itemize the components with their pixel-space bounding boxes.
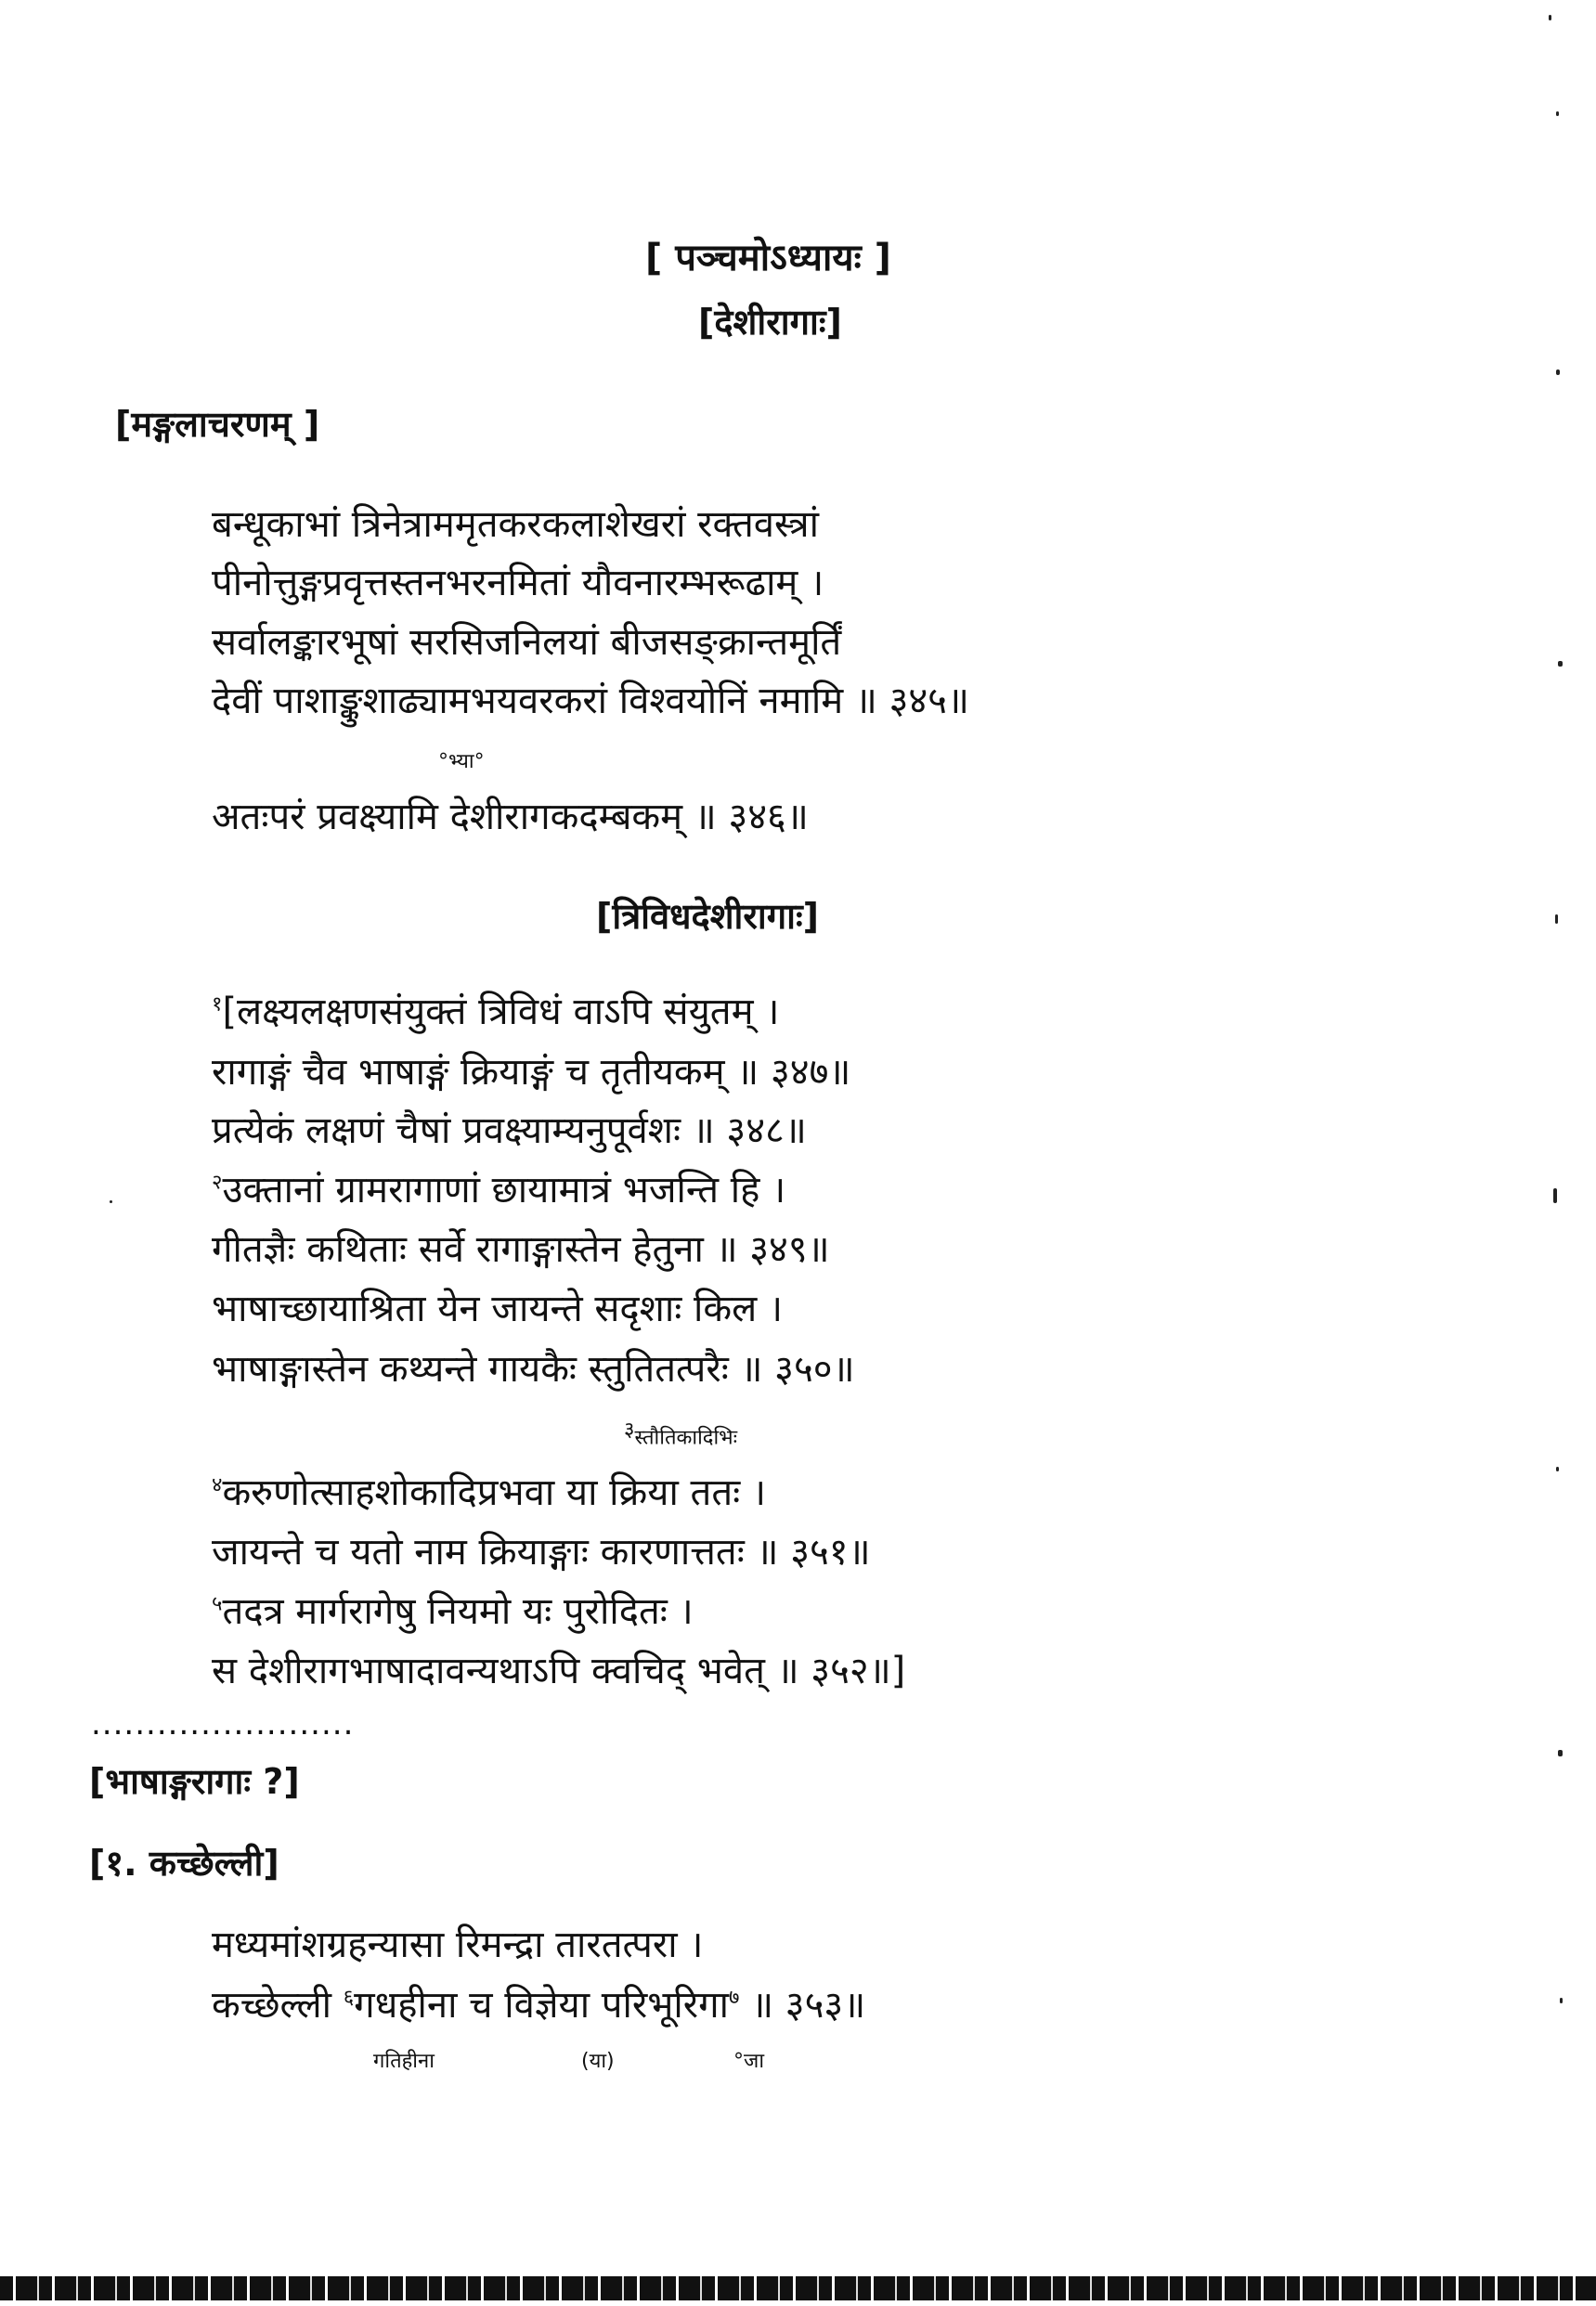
footnote-marker: ५ (212, 1592, 223, 1616)
verse-line (212, 1590, 694, 1633)
variant-note: °जा (733, 2050, 765, 2073)
scan-edge-strip (0, 2276, 1596, 2300)
variant-note: °भ्या° (438, 750, 485, 773)
verse-line: मध्यमांशग्रहन्यासा रिमन्द्रा तारतत्परा । (212, 1924, 704, 1966)
scan-speck (110, 1200, 112, 1203)
verse-line (212, 1984, 866, 2027)
verse-line: भाषाच्छायाश्रिता येन जायन्ते सदृशाः किल । (212, 1288, 784, 1330)
footnote-marker: ३ (624, 1419, 635, 1442)
verse-line: स देशीरागभाषादावन्यथाऽपि क्वचिद् भवेत् ॥ ३५२॥] (212, 1650, 906, 1692)
scan-speck (1560, 1998, 1563, 2003)
verse-text: करुणोत्साहशोकादिप्रभवा या क्रिया ततः । (222, 1471, 767, 1514)
invocation-heading: [मङ्गलाचरणम् ] (115, 404, 320, 445)
ellipsis-divider: ........................ (91, 1705, 355, 1742)
variant-note-text: स्तौतिकादिभिः (634, 1426, 738, 1450)
verse-line (212, 1471, 767, 1514)
scan-speck (1549, 15, 1551, 20)
verse-text: गधहीना च विज्ञेया परिभूरिगा (354, 1984, 729, 2027)
footnote-marker: ६ (343, 1986, 355, 2010)
section-heading: [देशीरागाः] (698, 302, 842, 343)
scan-speck (1553, 1188, 1557, 1203)
variant-note (624, 1420, 737, 1448)
verse-line: अतःपरं प्रवक्ष्यामि देशीरागकदम्बकम् ॥ ३४६॥ (212, 796, 809, 838)
verse-text: [लक्ष्यलक्षणसंयुक्तं त्रिविधं वाऽपि संयुतम् । (222, 991, 780, 1033)
kachchheli-heading: [१. कच्छेल्ली] (89, 1843, 279, 1884)
verse-line: भाषाङ्गास्तेन कथ्यन्ते गायकैः स्तुतितत्परैः ॥ ३५०॥ (212, 1348, 855, 1391)
verse-text: उक्तानां ग्रामरागाणां छायामात्रं भजन्ति हि । (222, 1169, 786, 1211)
verse-text: तदत्र मार्गरागेषु नियमो यः पुरोदितः । (222, 1590, 694, 1633)
scan-speck (1558, 661, 1563, 667)
verse-line: पीनोत्तुङ्गप्रवृत्तस्तनभरनमितां यौवनारम्भरूढाम् । (212, 562, 824, 604)
verse-text: कच्छेल्ली (212, 1984, 344, 2027)
variant-note: (या) (581, 2050, 615, 2073)
scan-speck (1558, 1750, 1563, 1756)
variant-note: गतिहीना (373, 2050, 435, 2073)
verse-line: बन्धूकाभां त्रिनेत्राममृतकरकलाशेखरां रक्तवस्त्रां (212, 503, 819, 546)
verse-line: रागाङ्गं चैव भाषाङ्गं क्रियाङ्गं च तृतीयकम् ॥ ३४७॥ (212, 1051, 851, 1094)
verse-line: सर्वालङ्कारभूषां सरसिजनिलयां बीजसङ्क्रान्तमूर्तिं (212, 621, 842, 664)
footnote-marker: ७ (728, 1986, 740, 2010)
bhashanga-heading: [भाषाङ्गरागाः ?] (89, 1761, 300, 1802)
footnote-marker: ४ (212, 1473, 223, 1497)
verse-line: जायन्ते च यतो नाम क्रियाङ्गाः कारणात्ततः ॥ ३५१॥ (212, 1531, 871, 1574)
verse-line: गीतज्ञैः कथिताः सर्वे रागाङ्गास्तेन हेतुना ॥ ३४९॥ (212, 1228, 830, 1271)
footnote-marker: १ (212, 992, 223, 1017)
scan-speck (1556, 369, 1560, 375)
verse-line: देवीं पाशाङ्कुशाढ्यामभयवरकरां विश्वयोनिं नमामि ॥ ३४५॥ (212, 680, 969, 722)
scan-speck (1556, 1467, 1559, 1471)
threefold-heading: [त्रिविधदेशीरागाः] (596, 896, 820, 937)
verse-line (212, 991, 780, 1033)
chapter-heading: [ पञ्चमोऽध्यायः ] (645, 237, 891, 279)
footnote-marker: २ (212, 1171, 223, 1195)
verse-line (212, 1169, 786, 1211)
verse-text: ॥ ३५३॥ (739, 1984, 866, 2027)
scan-speck (1555, 914, 1558, 924)
verse-line: प्रत्येकं लक्षणं चैषां प्रवक्ष्याम्यनुपूर्वशः ॥ ३४८॥ (212, 1109, 807, 1152)
scan-speck (1556, 111, 1559, 116)
